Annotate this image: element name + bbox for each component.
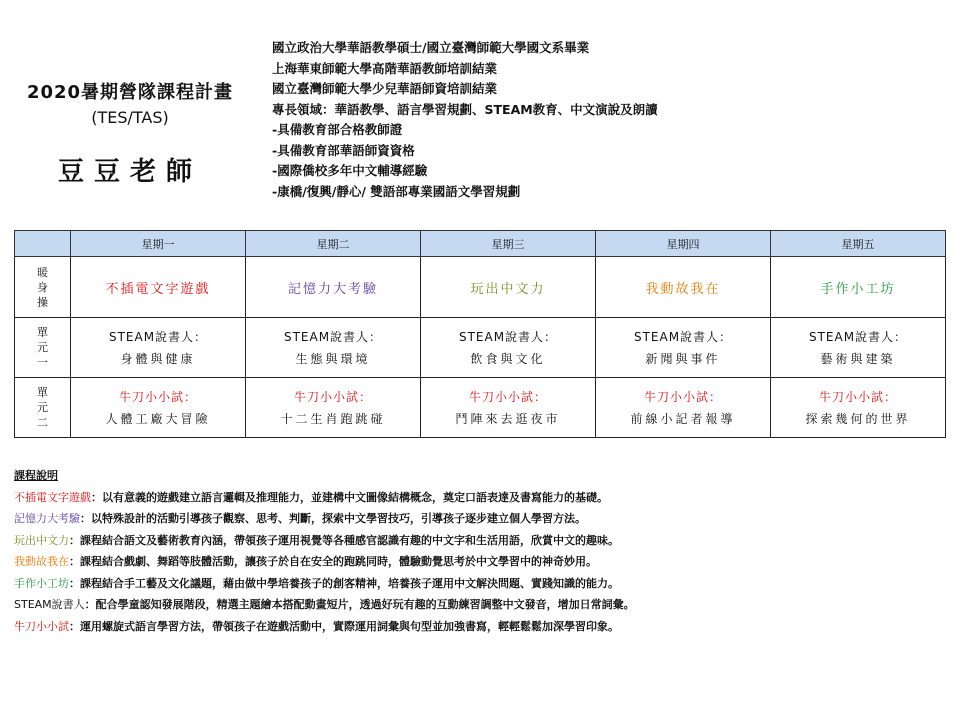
- unit1-cell: [421, 318, 596, 378]
- unit1-topic: 藝術與建築: [820, 352, 896, 366]
- note-label: 記憶力大考驗: [14, 512, 80, 525]
- note-label: 我動故我在: [14, 555, 69, 568]
- note-line: [14, 573, 635, 595]
- notes-heading: 課程說明: [14, 469, 58, 482]
- note-text: ：運用螺旋式語言學習方法，帶領孩子在遊戲活動中，實際運用詞彙與句型並加強書寫，輕輕鬆鬆加深學習印象。: [69, 619, 619, 633]
- note-line: [14, 530, 635, 552]
- row-label-text: 單 元 一: [37, 326, 48, 369]
- credential-line: 專長領域：華語教學、語言學習規劃、STEAM教育、中文演說及朗讀: [272, 101, 658, 117]
- unit2-row: [15, 378, 946, 438]
- warmup-activity: 玩出中文力: [470, 281, 546, 297]
- note-label: 牛刀小小試: [14, 619, 69, 633]
- warmup-cell: [71, 257, 246, 318]
- warmup-cell: [596, 257, 771, 318]
- unit2-title: 牛刀小小試：: [643, 390, 722, 404]
- note-label: STEAM說書人: [14, 598, 85, 611]
- unit1-cell: [246, 318, 421, 378]
- warmup-activity: 我動故我在: [645, 281, 721, 297]
- page-subtitle: (TES/TAS): [91, 108, 169, 127]
- note-label: 玩出中文力: [14, 533, 69, 547]
- unit1-title: STEAM說書人：: [808, 330, 908, 344]
- note-line: [14, 616, 635, 638]
- note-text: ：課程結合戲劇、舞蹈等肢體活動，讓孩子於自在安全的跑跳同時，體驗動覺思考於中文學習中的神奇妙用。: [69, 555, 597, 568]
- unit2-title: 牛刀小小試：: [118, 390, 197, 404]
- row-label-unit1: [15, 318, 71, 378]
- credentials-list: [272, 38, 658, 202]
- unit2-topic: 鬥陣來去逛夜市: [455, 412, 561, 426]
- unit2-cell: [421, 378, 596, 438]
- note-label: 手作小工坊: [14, 576, 69, 590]
- unit2-cell: [596, 378, 771, 438]
- schedule-table: [14, 230, 946, 438]
- warmup-activity: 不插電文字遊戲: [105, 281, 211, 297]
- unit1-topic: 飲食與文化: [470, 352, 546, 366]
- note-label: 不插電文字遊戲: [14, 490, 91, 504]
- title-block: [14, 78, 246, 188]
- credential-line: 國立臺灣師範大學少兒華語師資培訓結業: [272, 81, 498, 96]
- credential-line: -具備教育部合格教師證: [272, 122, 403, 137]
- note-text: ：配合學童認知發展階段，精選主題繪本搭配動畫短片，透過好玩有趣的互動練習調整中文發音，增加日常詞彙。: [84, 598, 635, 611]
- note-text: ：以有意義的遊戲建立語言邏輯及推理能力，並建構中文圖像結構概念，奠定口語表達及書寫能力的基礎。: [91, 490, 608, 504]
- day-header: 星期一: [71, 231, 246, 257]
- unit1-topic: 新聞與事件: [645, 352, 721, 366]
- note-line: [14, 508, 635, 530]
- row-label-text: 單 元 二: [37, 386, 48, 429]
- unit2-cell: [71, 378, 246, 438]
- credential-line: 國立政治大學華語教學碩士/國立臺灣師範大學國文系畢業: [272, 40, 590, 55]
- unit2-title: 牛刀小小試：: [818, 390, 897, 404]
- unit1-title: STEAM說書人：: [283, 330, 383, 344]
- note-line: [14, 551, 635, 573]
- unit1-title: STEAM說書人：: [633, 330, 733, 344]
- unit1-cell: [596, 318, 771, 378]
- day-header: 星期五: [771, 231, 946, 257]
- unit1-topic: 身體與健康: [120, 352, 196, 366]
- credential-line: 上海華東師範大學高階華語教師培訓結業: [272, 60, 498, 76]
- unit2-topic: 探索幾何的世界: [805, 412, 911, 426]
- day-header: 星期三: [421, 231, 596, 257]
- note-line: [14, 487, 635, 509]
- teacher-name: 豆豆老師: [57, 157, 202, 187]
- unit1-row: [15, 318, 946, 378]
- unit1-cell: [71, 318, 246, 378]
- unit1-topic: 生態與環境: [295, 352, 371, 366]
- unit2-topic: 十二生肖跑跳碰: [280, 412, 386, 426]
- unit2-cell: [246, 378, 421, 438]
- credential-line: -康橋/復興/靜心/ 雙語部專業國語文學習規劃: [272, 183, 521, 199]
- credential-line: -具備教育部華語師資資格: [272, 142, 415, 158]
- unit1-cell: [771, 318, 946, 378]
- warmup-row: [15, 257, 946, 318]
- unit1-title: STEAM說書人：: [458, 330, 558, 344]
- unit2-topic: 人體工廠大冒險: [105, 412, 211, 426]
- note-line: [14, 594, 635, 616]
- schedule-header-row: [15, 231, 946, 257]
- warmup-cell: [421, 257, 596, 318]
- row-label-warmup: [15, 257, 71, 318]
- warmup-cell: [771, 257, 946, 318]
- course-notes: [14, 465, 635, 637]
- unit2-title: 牛刀小小試：: [468, 390, 547, 404]
- row-label-unit2: [15, 378, 71, 438]
- unit2-title: 牛刀小小試：: [293, 390, 372, 404]
- day-header: 星期四: [596, 231, 771, 257]
- note-text: ：課程結合手工藝及文化議題，藉由做中學培養孩子的創客精神，培養孩子運用中文解決問題、實踐知識的能力。: [69, 576, 619, 590]
- warmup-activity: 手作小工坊: [820, 281, 896, 297]
- unit2-topic: 前線小記者報導: [630, 412, 736, 426]
- row-label-text: 暖 身 操: [37, 265, 48, 309]
- page-title: 2020暑期營隊課程計畫: [26, 82, 234, 103]
- warmup-cell: [246, 257, 421, 318]
- note-text: ：以特殊設計的活動引導孩子觀察、思考、判斷，探索中文學習技巧，引導孩子逐步建立個人學習方法。: [80, 512, 586, 525]
- warmup-activity: 記憶力大考驗: [287, 281, 378, 297]
- unit2-cell: [771, 378, 946, 438]
- day-header: 星期二: [246, 231, 421, 257]
- unit1-title: STEAM說書人：: [108, 330, 208, 344]
- credential-line: -國際僑校多年中文輔導經驗: [272, 163, 428, 178]
- note-text: ：課程結合語文及藝術教育內涵，帶領孩子運用視覺等各種感官認識有趣的中文字和生活用語，欣賞中文的趣味。: [69, 533, 619, 547]
- corner-cell: [15, 231, 71, 257]
